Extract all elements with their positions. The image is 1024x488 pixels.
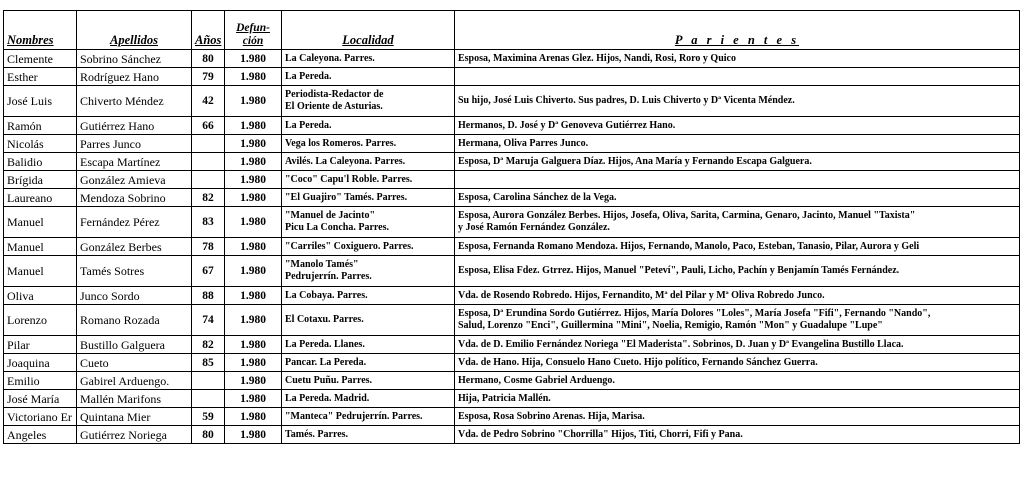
- cell-apellidos: Gutiérrez Hano: [77, 117, 192, 135]
- cell-defuncion: 1.980: [225, 354, 282, 372]
- cell-parientes: Hermano, Cosme Gabriel Arduengo.: [455, 372, 1020, 390]
- cell-apellidos: González Berbes: [77, 238, 192, 256]
- cell-defuncion: 1.980: [225, 408, 282, 426]
- cell-anos: 82: [192, 189, 225, 207]
- cell-anos: 78: [192, 238, 225, 256]
- cell-parientes: Hermanos, D. José y Dª Genoveva Gutiérrez Hano.: [455, 117, 1020, 135]
- table-row: [4, 256, 1020, 287]
- cell-parientes: Esposa, Dª Maruja Galguera Díaz. Hijos, Ana María y Fernando Escapa Galguera.: [455, 153, 1020, 171]
- table-row: [4, 135, 1020, 153]
- cell-apellidos: Mendoza Sobrino: [77, 189, 192, 207]
- cell-localidad: Avilés. La Caleyona. Parres.: [282, 153, 455, 171]
- cell-defuncion: 1.980: [225, 426, 282, 444]
- cell-parientes: [455, 171, 1020, 189]
- table-row: [4, 238, 1020, 256]
- header-apellidos: Apellidos: [77, 11, 192, 50]
- cell-apellidos: Fernández Pérez: [77, 207, 192, 238]
- cell-apellidos: Romano Rozada: [77, 305, 192, 336]
- cell-nombre: Nicolás: [4, 135, 77, 153]
- cell-parientes: Vda. de Rosendo Robredo. Hijos, Fernandito, Mª del Pilar y Mª Oliva Robredo Junco.: [455, 287, 1020, 305]
- cell-defuncion: 1.980: [225, 372, 282, 390]
- header-defuncion: [225, 11, 282, 50]
- cell-apellidos: Quintana Mier: [77, 408, 192, 426]
- cell-localidad: "Manolo Tamés" Pedrujerrín. Parres.: [282, 256, 455, 287]
- cell-anos: 88: [192, 287, 225, 305]
- table-row: [4, 287, 1020, 305]
- cell-parientes: Vda. de Hano. Hija, Consuelo Hano Cueto. Hijo político, Fernando Sánchez Guerra.: [455, 354, 1020, 372]
- obituary-table: [3, 10, 1020, 444]
- cell-nombre: Manuel: [4, 256, 77, 287]
- obituary-sheet: [3, 10, 1019, 444]
- cell-localidad: "El Guajiro" Tamés. Parres.: [282, 189, 455, 207]
- table-row: [4, 426, 1020, 444]
- cell-nombre: Brígida: [4, 171, 77, 189]
- cell-localidad: El Cotaxu. Parres.: [282, 305, 455, 336]
- cell-nombre: Manuel: [4, 238, 77, 256]
- cell-apellidos: Bustillo Galguera: [77, 336, 192, 354]
- cell-anos: [192, 171, 225, 189]
- cell-apellidos: Parres Junco: [77, 135, 192, 153]
- table-row: [4, 86, 1020, 117]
- cell-apellidos: Sobrino Sánchez: [77, 50, 192, 68]
- cell-nombre: Victoriano Er: [4, 408, 77, 426]
- cell-apellidos: Escapa Martínez: [77, 153, 192, 171]
- cell-localidad: Periodista-Redactor de El Oriente de Asturias.: [282, 86, 455, 117]
- cell-anos: 83: [192, 207, 225, 238]
- cell-nombre: José Luis: [4, 86, 77, 117]
- cell-parientes: Vda. de D. Emilio Fernández Noriega "El Maderista". Sobrinos, D. Juan y Dª Evangelina Bustillo Llaca.: [455, 336, 1020, 354]
- table-row: [4, 171, 1020, 189]
- cell-localidad: La Pereda. Madrid.: [282, 390, 455, 408]
- cell-localidad: La Caleyona. Parres.: [282, 50, 455, 68]
- cell-nombre: Angeles: [4, 426, 77, 444]
- cell-defuncion: 1.980: [225, 86, 282, 117]
- table-row: [4, 305, 1020, 336]
- cell-anos: 80: [192, 50, 225, 68]
- cell-nombre: Clemente: [4, 50, 77, 68]
- cell-anos: 74: [192, 305, 225, 336]
- header-anos: Años: [192, 11, 225, 50]
- cell-defuncion: 1.980: [225, 68, 282, 86]
- cell-nombre: Laureano: [4, 189, 77, 207]
- cell-defuncion: 1.980: [225, 171, 282, 189]
- cell-apellidos: Mallén Marifons: [77, 390, 192, 408]
- cell-defuncion: 1.980: [225, 153, 282, 171]
- cell-nombre: Emilio: [4, 372, 77, 390]
- cell-localidad: "Manuel de Jacinto" Picu La Concha. Parres.: [282, 207, 455, 238]
- table-row: [4, 189, 1020, 207]
- cell-anos: 67: [192, 256, 225, 287]
- cell-parientes: Esposa, Maximina Arenas Glez. Hijos, Nandi, Rosi, Roro y Quico: [455, 50, 1020, 68]
- cell-defuncion: 1.980: [225, 135, 282, 153]
- cell-localidad: La Pereda.: [282, 117, 455, 135]
- cell-anos: [192, 153, 225, 171]
- cell-localidad: Cuetu Puñu. Parres.: [282, 372, 455, 390]
- cell-defuncion: 1.980: [225, 336, 282, 354]
- cell-parientes: Esposa, Rosa Sobrino Arenas. Hija, Marisa.: [455, 408, 1020, 426]
- cell-nombre: Lorenzo: [4, 305, 77, 336]
- cell-localidad: "Carriles" Coxiguero. Parres.: [282, 238, 455, 256]
- cell-apellidos: Chiverto Méndez: [77, 86, 192, 117]
- cell-nombre: Oliva: [4, 287, 77, 305]
- cell-nombre: Pilar: [4, 336, 77, 354]
- cell-parientes: Esposa, Aurora González Berbes. Hijos, Josefa, Oliva, Sarita, Carmina, Genaro, Jacinto, Manuel "Taxista" y José Ramón Fernández González.: [455, 207, 1020, 238]
- cell-localidad: La Pereda.: [282, 68, 455, 86]
- cell-apellidos: Tamés Sotres: [77, 256, 192, 287]
- cell-anos: 80: [192, 426, 225, 444]
- cell-parientes: Esposa, Elisa Fdez. Gtrrez. Hijos, Manuel "Peteví", Pauli, Licho, Pachín y Benjamín Tamés Fernández.: [455, 256, 1020, 287]
- table-row: [4, 50, 1020, 68]
- table-row: [4, 68, 1020, 86]
- header-defuncion-line2: ción: [242, 35, 264, 47]
- cell-parientes: Esposa, Carolina Sánchez de la Vega.: [455, 189, 1020, 207]
- cell-parientes: Hermana, Oliva Parres Junco.: [455, 135, 1020, 153]
- cell-defuncion: 1.980: [225, 50, 282, 68]
- cell-nombre: Balidio: [4, 153, 77, 171]
- cell-localidad: La Cobaya. Parres.: [282, 287, 455, 305]
- cell-anos: 66: [192, 117, 225, 135]
- cell-defuncion: 1.980: [225, 207, 282, 238]
- cell-localidad: "Coco" Capu'l Roble. Parres.: [282, 171, 455, 189]
- cell-anos: 85: [192, 354, 225, 372]
- header-defuncion-line1: Defun-: [236, 22, 270, 34]
- cell-anos: [192, 372, 225, 390]
- cell-nombre: Ramón: [4, 117, 77, 135]
- cell-anos: [192, 390, 225, 408]
- cell-parientes: Hija, Patricia Mallén.: [455, 390, 1020, 408]
- table-body: [4, 50, 1020, 444]
- header-nombres: Nombres: [4, 11, 77, 50]
- cell-apellidos: Gabirel Arduengo.: [77, 372, 192, 390]
- table-row: [4, 117, 1020, 135]
- cell-defuncion: 1.980: [225, 117, 282, 135]
- cell-anos: [192, 135, 225, 153]
- cell-apellidos: González Amieva: [77, 171, 192, 189]
- cell-anos: 82: [192, 336, 225, 354]
- cell-nombre: Manuel: [4, 207, 77, 238]
- header-parientes: P a r i e n t e s: [455, 11, 1020, 50]
- table-row: [4, 153, 1020, 171]
- cell-nombre: José María: [4, 390, 77, 408]
- cell-apellidos: Rodríguez Hano: [77, 68, 192, 86]
- cell-localidad: Tamés. Parres.: [282, 426, 455, 444]
- table-row: [4, 354, 1020, 372]
- cell-localidad: Pancar. La Pereda.: [282, 354, 455, 372]
- cell-defuncion: 1.980: [225, 238, 282, 256]
- cell-nombre: Joaquina: [4, 354, 77, 372]
- cell-defuncion: 1.980: [225, 189, 282, 207]
- cell-apellidos: Junco Sordo: [77, 287, 192, 305]
- cell-localidad: Vega los Romeros. Parres.: [282, 135, 455, 153]
- header-localidad: Localidad: [282, 11, 455, 50]
- cell-anos: 42: [192, 86, 225, 117]
- cell-anos: 79: [192, 68, 225, 86]
- cell-parientes: Esposa, Fernanda Romano Mendoza. Hijos, Fernando, Manolo, Paco, Esteban, Tanasio, Pilar, Aurora y Geli: [455, 238, 1020, 256]
- cell-defuncion: 1.980: [225, 390, 282, 408]
- cell-defuncion: 1.980: [225, 305, 282, 336]
- cell-parientes: Su hijo, José Luis Chiverto. Sus padres, D. Luis Chiverto y Dª Vicenta Méndez.: [455, 86, 1020, 117]
- table-row: [4, 207, 1020, 238]
- table-row: [4, 390, 1020, 408]
- cell-parientes: Vda. de Pedro Sobrino "Chorrilla" Hijos, Titi, Chorri, Fifi y Pana.: [455, 426, 1020, 444]
- table-row: [4, 372, 1020, 390]
- cell-apellidos: Gutiérrez Noriega: [77, 426, 192, 444]
- cell-anos: 59: [192, 408, 225, 426]
- cell-localidad: "Manteca" Pedrujerrín. Parres.: [282, 408, 455, 426]
- cell-defuncion: 1.980: [225, 287, 282, 305]
- cell-nombre: Esther: [4, 68, 77, 86]
- table-row: [4, 408, 1020, 426]
- header-row: [4, 11, 1020, 50]
- cell-localidad: La Pereda. Llanes.: [282, 336, 455, 354]
- cell-apellidos: Cueto: [77, 354, 192, 372]
- table-row: [4, 336, 1020, 354]
- cell-parientes: [455, 68, 1020, 86]
- cell-parientes: Esposa, Dª Erundina Sordo Gutiérrez. Hijos, María Dolores "Loles", María Josefa "Fifi", Fernando "Nando", Salud, Lorenzo "Enci", Guillermina "Mini", Noelia, Remigio, Ramón "Mon" y Guadalupe "Lupe": [455, 305, 1020, 336]
- cell-defuncion: 1.980: [225, 256, 282, 287]
